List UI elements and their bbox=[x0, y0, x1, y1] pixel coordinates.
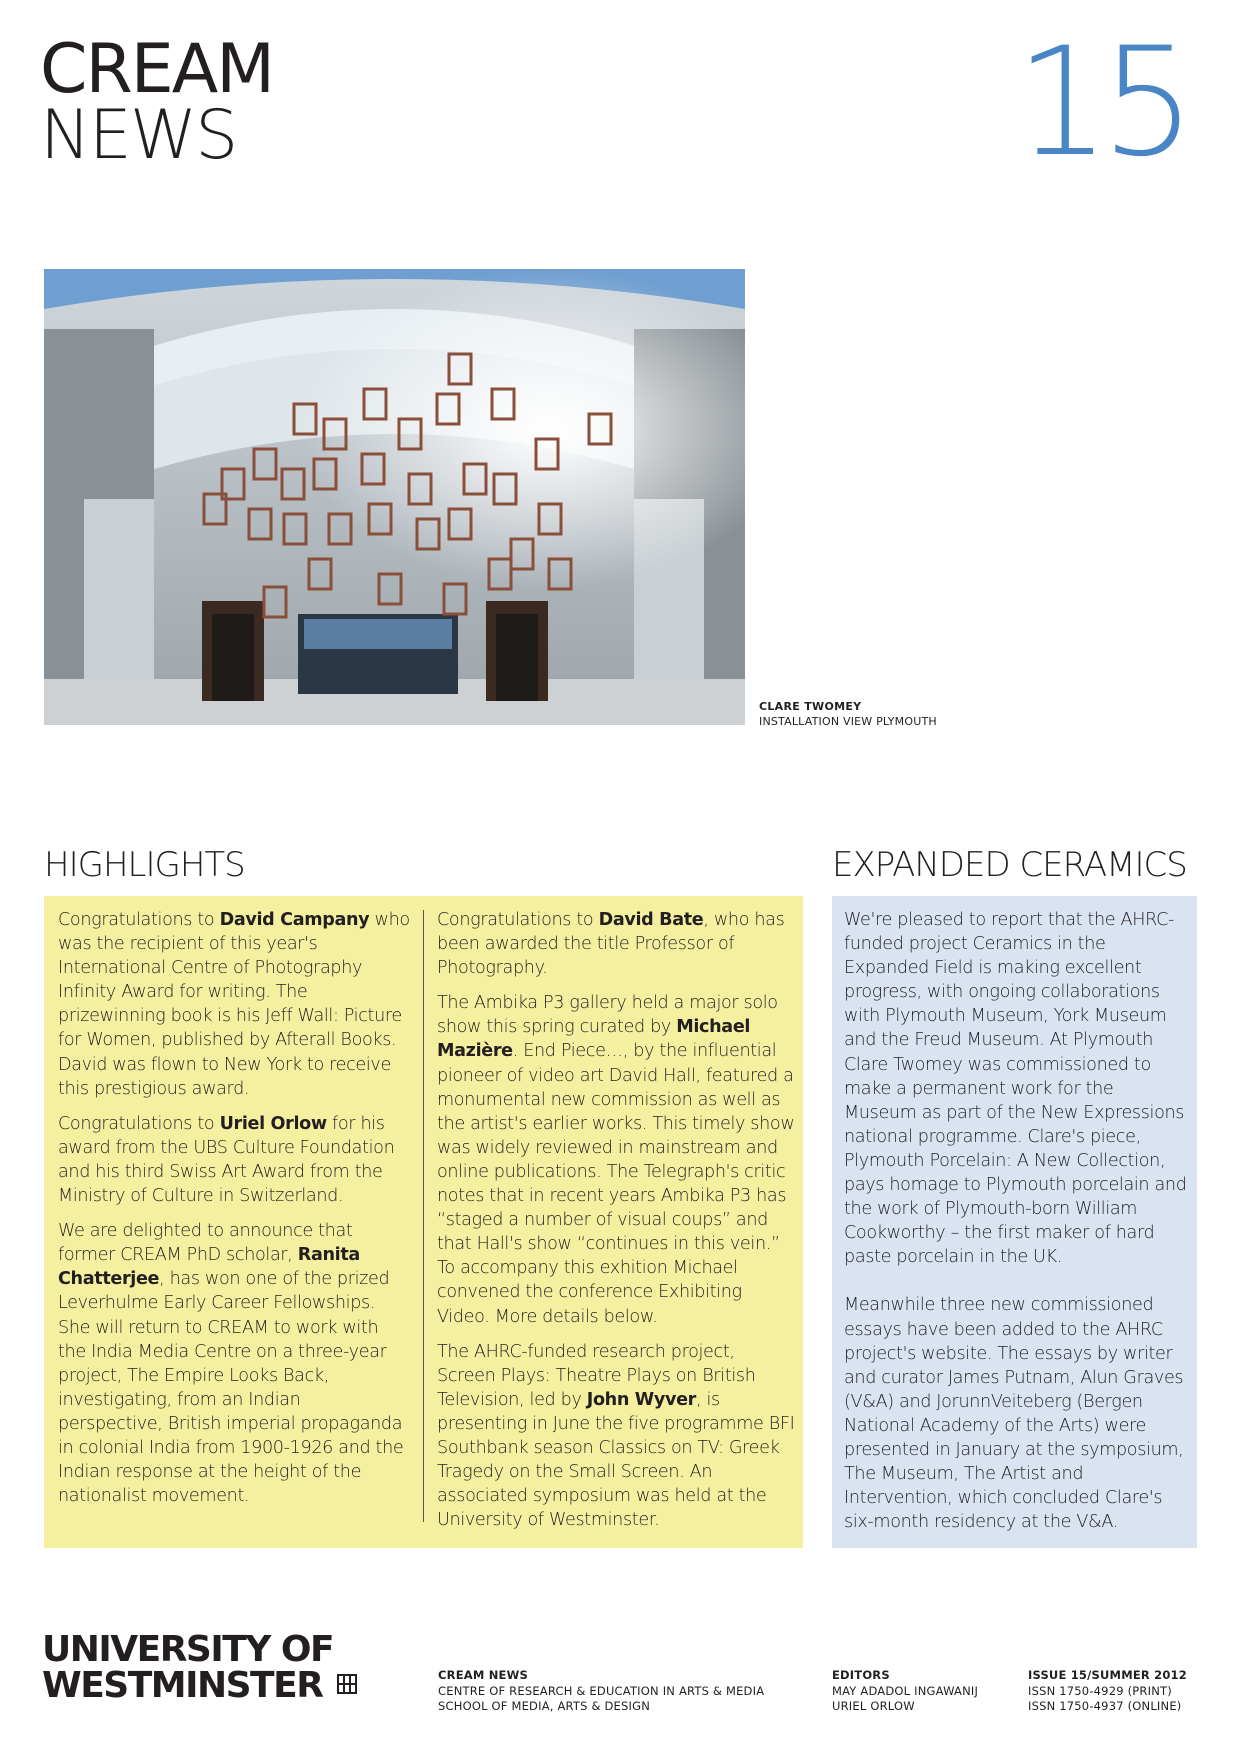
footer-line: ISSN 1750-4929 (PRINT) bbox=[1028, 1683, 1172, 1698]
footer-heading: CREAM NEWS bbox=[438, 1668, 528, 1682]
footer-heading: EDITORS bbox=[832, 1668, 890, 1682]
photo-caption bbox=[759, 699, 937, 729]
caption-subtitle: INSTALLATION VIEW PLYMOUTH bbox=[759, 715, 937, 728]
highlights-right-column bbox=[437, 908, 795, 1543]
person-name: John Wyver bbox=[586, 1389, 697, 1410]
ceramics-paragraph: Meanwhile three new commissioned essays have been added to the AHRC project's website. The essays by writer and curator James Putnam, Alun Graves (V&A) and JorunnVeiteberg (Bergen National Academy of the Arts) were presented in January at the symposium, The Museum, The Artist and Intervention, which concluded Clare's six-month residency at the V&A. bbox=[844, 1295, 1184, 1533]
highlight-paragraph: The AHRC-funded research project, Screen Plays: Theatre Plays on British Television, led by John Wyver, is presenting in June the five programme BFI Southbank season Classics on TV: Greek Tragedy on the Small Screen. An associated symposium was held at the University of Westminster. bbox=[437, 1341, 795, 1531]
highlight-paragraph: Congratulations to Uriel Orlow for his award from the UBS Culture Foundation and his third Swiss Art Award from the Ministry of Culture in Switzerland. bbox=[58, 1113, 395, 1207]
issue-number: 15 bbox=[1015, 16, 1186, 190]
university-line1: UNIVERSITY OF bbox=[42, 1629, 334, 1670]
person-name: David Bate bbox=[598, 910, 704, 930]
caption-title: CLARE TWOMEY bbox=[759, 700, 862, 713]
university-line2: WESTMINSTER bbox=[42, 1665, 323, 1706]
highlight-paragraph: The Ambika P3 gallery held a major solo show this spring curated by Michael Mazière. End Piece…, by the influential pioneer of video art David Hall, featured a monumental new commission as well as the artist's earlier works. This timely show was widely reviewed in mainstream and online publications. The Telegraph's critic notes that in recent years Ambika P3 has “staged a number of visual coups” and that Hall's show “continues in this vein.” To accompany this exhition Michael convened the conference Exhibiting Video. More details below. bbox=[437, 993, 795, 1327]
highlights-left-column bbox=[58, 908, 410, 1519]
person-name: Ranita Chatterjee bbox=[58, 1245, 360, 1290]
footer-line: SCHOOL OF MEDIA, ARTS & DESIGN bbox=[438, 1699, 651, 1713]
masthead bbox=[40, 30, 273, 175]
footer-line: ISSN 1750-4937 (ONLINE) bbox=[1028, 1699, 1182, 1713]
highlights-heading: HIGHLIGHTS bbox=[44, 845, 245, 885]
highlight-paragraph: Congratulations to David Campany who was the recipient of this year's International Centre of Photography Infinity Award for writing. The prizewinning book is his Jeff Wall: Picture for Women, published by Afterall Books. David was flown to New York to receive this prestigious award. bbox=[58, 910, 410, 1099]
highlight-paragraph: Congratulations to David Bate, who has been awarded the title Professor of Photography. bbox=[437, 910, 785, 979]
footer-line: CENTRE OF RESEARCH & EDUCATION IN ARTS & MEDIA bbox=[438, 1683, 765, 1698]
person-name: Michael Mazière bbox=[437, 1017, 751, 1062]
footer-heading: ISSUE 15/SUMMER 2012 bbox=[1028, 1668, 1187, 1682]
expanded-ceramics-heading: EXPANDED CERAMICS bbox=[832, 845, 1187, 885]
person-name: Uriel Orlow bbox=[219, 1113, 327, 1134]
highlight-paragraph: We are delighted to announce that former CREAM PhD scholar, Ranita Chatterjee, has won one of the prized Leverhulme Early Career Fellowships. She will return to CREAM to work with the India Media Centre on a three-year project, The Empire Looks Back, investigating, from an Indian perspective, British imperial propaganda in colonial India from 1900-1926 and the Indian response at the height of the nationalist movement. bbox=[58, 1221, 404, 1507]
expanded-ceramics-box bbox=[832, 896, 1197, 1548]
ceramics-paragraph: We're pleased to report that the AHRC-funded project Ceramics in the Expanded Field is making excellent progress, with ongoing collaborations with Plymouth Museum, York Museum and the Freud Museum. At Plymouth Clare Twomey was commissioned to make a permanent work for the Museum as part of the New Expressions national programme. Clare's piece, Plymouth Porcelain: A New Collection, pays homage to Plymouth porcelain and the work of Plymouth-born William Cookworthy – the first maker of hard paste porcelain in the UK. bbox=[844, 910, 1187, 1268]
masthead-line2: NEWS bbox=[40, 96, 237, 175]
footer-issue bbox=[1028, 1668, 1187, 1715]
person-name: David Campany bbox=[219, 910, 370, 930]
highlights-box bbox=[44, 896, 803, 1548]
footer-line: MAY ADADOL INGAWANIJ bbox=[832, 1683, 979, 1698]
masthead-line1: CREAM bbox=[40, 30, 273, 109]
footer-cream-news bbox=[438, 1668, 764, 1715]
footer-editors bbox=[832, 1668, 978, 1715]
installation-photo bbox=[44, 269, 745, 725]
footer-line: URIEL ORLOW bbox=[832, 1699, 915, 1713]
university-logo bbox=[42, 1629, 334, 1706]
university-crest-icon bbox=[337, 1674, 357, 1694]
column-divider bbox=[423, 910, 424, 1522]
